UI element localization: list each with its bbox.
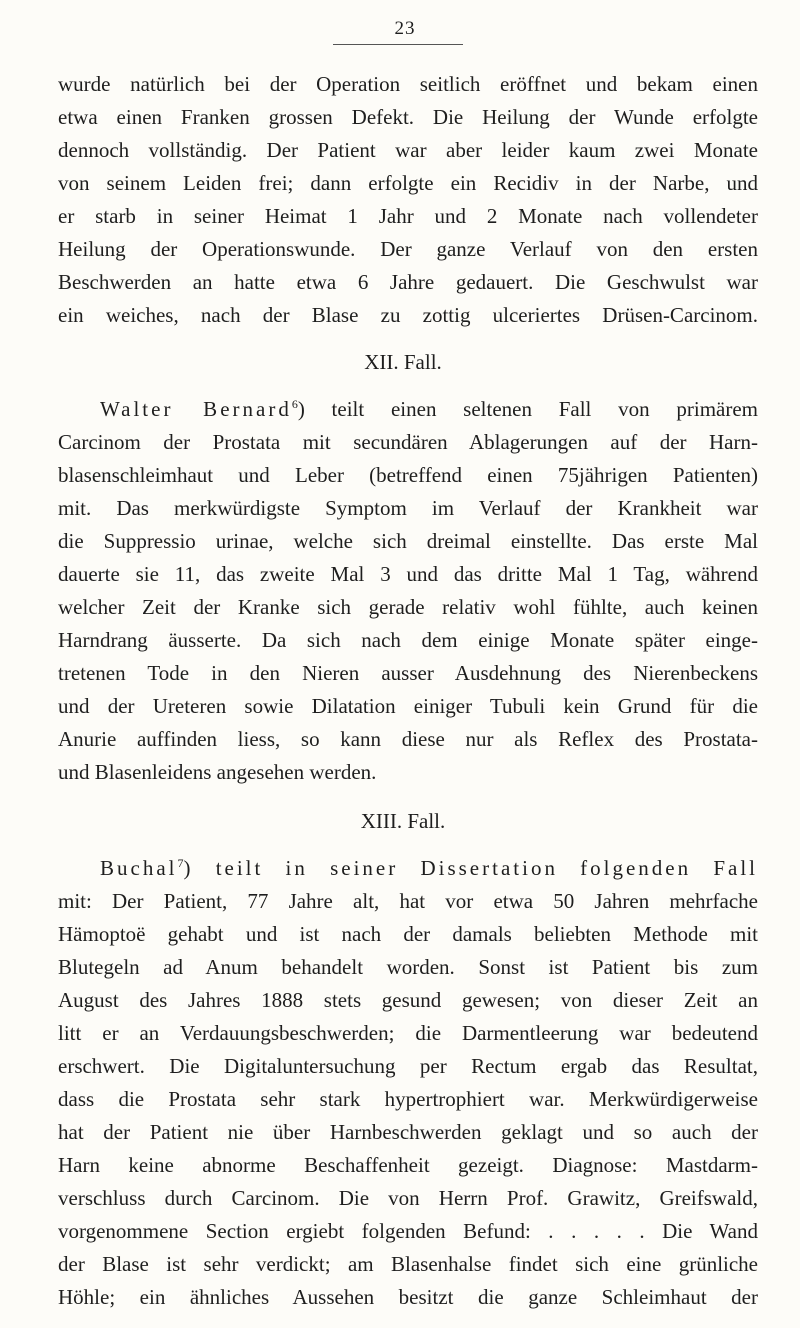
author-name: Walter Bernard [100, 397, 292, 421]
text-line: die Suppressio urinae, welche sich dreimal einstellte. Das erste Mal [58, 529, 758, 553]
text-line: er starb in seiner Heimat 1 Jahr und 2 Monate nach vollendeter [58, 204, 758, 228]
text-line: dass die Prostata sehr stark hypertrophiert war. Merkwürdigerweise [58, 1087, 758, 1111]
section-heading-xiii: XIII. Fall. [360, 809, 446, 833]
text-line: Anurie auffinden liess, so kann diese nur als Reflex des Prostata- [58, 727, 758, 751]
text-line: Heilung der Operationswunde. Der ganze Verlauf von den ersten [58, 237, 758, 261]
text-line: dauerte sie 11, das zweite Mal 3 und das dritte Mal 1 Tag, während [58, 562, 758, 586]
text-line-first-xii [100, 393, 758, 426]
text-line: tretenen Tode in den Nieren ausser Ausdehnung des Nierenbeckens [58, 661, 758, 685]
text-line: welcher Zeit der Kranke sich gerade relativ wohl fühlte, auch keinen [58, 595, 758, 619]
header-rule [333, 44, 463, 45]
text-line: und der Ureteren sowie Dilatation einiger Tubuli kein Grund für die [58, 694, 758, 718]
text-line: Höhle; ein ähnliches Aussehen besitzt die ganze Schleimhaut der [58, 1285, 758, 1309]
text-line: Blutegeln ad Anum behandelt worden. Sonst ist Patient bis zum [58, 955, 758, 979]
text-line: mit: Der Patient, 77 Jahre alt, hat vor etwa 50 Jahren mehrfache [58, 889, 758, 913]
text-line: und Blasenleidens angesehen werden. [58, 760, 377, 784]
text-line-first-xiii [100, 852, 758, 885]
text-line: hat der Patient nie über Harnbeschwerden geklagt und so auch der [58, 1120, 758, 1144]
text-line: der Blase ist sehr verdickt; am Blasenhalse findet sich eine grünliche [58, 1252, 758, 1276]
text-line: dennoch vollständig. Der Patient war aber leider kaum zwei Monate [58, 138, 758, 162]
text-line: blasenschleimhaut und Leber (betreffend einen 75jährigen Patienten) [58, 463, 758, 487]
text-fragment: ) teilt in seiner Dissertation folgenden Fall [183, 856, 758, 880]
text-line: August des Jahres 1888 stets gesund gewesen; von dieser Zeit an [58, 988, 758, 1012]
text-line: Carcinom der Prostata mit secundären Ablagerungen auf der Harn- [58, 430, 758, 454]
text-line: ein weiches, nach der Blase zu zottig ulceriertes Drüsen-Carcinom. [58, 303, 758, 327]
text-line: Harndrang äusserte. Da sich nach dem einige Monate später einge- [58, 628, 758, 652]
page-number: 23 [394, 18, 416, 39]
footnote-marker: 7 [177, 856, 184, 870]
text-line: Harn keine abnorme Beschaffenheit gezeigt. Diagnose: Mastdarm- [58, 1153, 758, 1177]
text-line: etwa einen Franken grossen Defekt. Die Heilung der Wunde erfolgte [58, 105, 758, 129]
text-line: Hämoptoë gehabt und ist nach der damals beliebten Methode mit [58, 922, 758, 946]
text-line: wurde natürlich bei der Operation seitlich eröffnet und bekam einen [58, 72, 758, 96]
footnote-marker: 6 [291, 397, 298, 411]
text-line: mit. Das merkwürdigste Symptom im Verlauf der Krankheit war [58, 496, 758, 520]
author-name: Buchal [100, 856, 178, 880]
text-line: von seinem Leiden frei; dann erfolgte ein Recidiv in der Narbe, und [58, 171, 758, 195]
section-heading-xii: XII. Fall. [364, 350, 442, 374]
text-line: erschwert. Die Digitaluntersuchung per Rectum ergab das Resultat, [58, 1054, 758, 1078]
text-line: verschluss durch Carcinom. Die von Herrn Prof. Grawitz, Greifswald, [58, 1186, 758, 1210]
text-fragment: ) teilt einen seltenen Fall von primärem [297, 397, 759, 421]
text-line: litt er an Verdauungsbeschwerden; die Darmentleerung war bedeutend [58, 1021, 758, 1045]
text-line: Beschwerden an hatte etwa 6 Jahre gedauert. Die Geschwulst war [58, 270, 758, 294]
text-line: vorgenommene Section ergiebt folgenden Befund: . . . . . Die Wand [58, 1219, 758, 1243]
